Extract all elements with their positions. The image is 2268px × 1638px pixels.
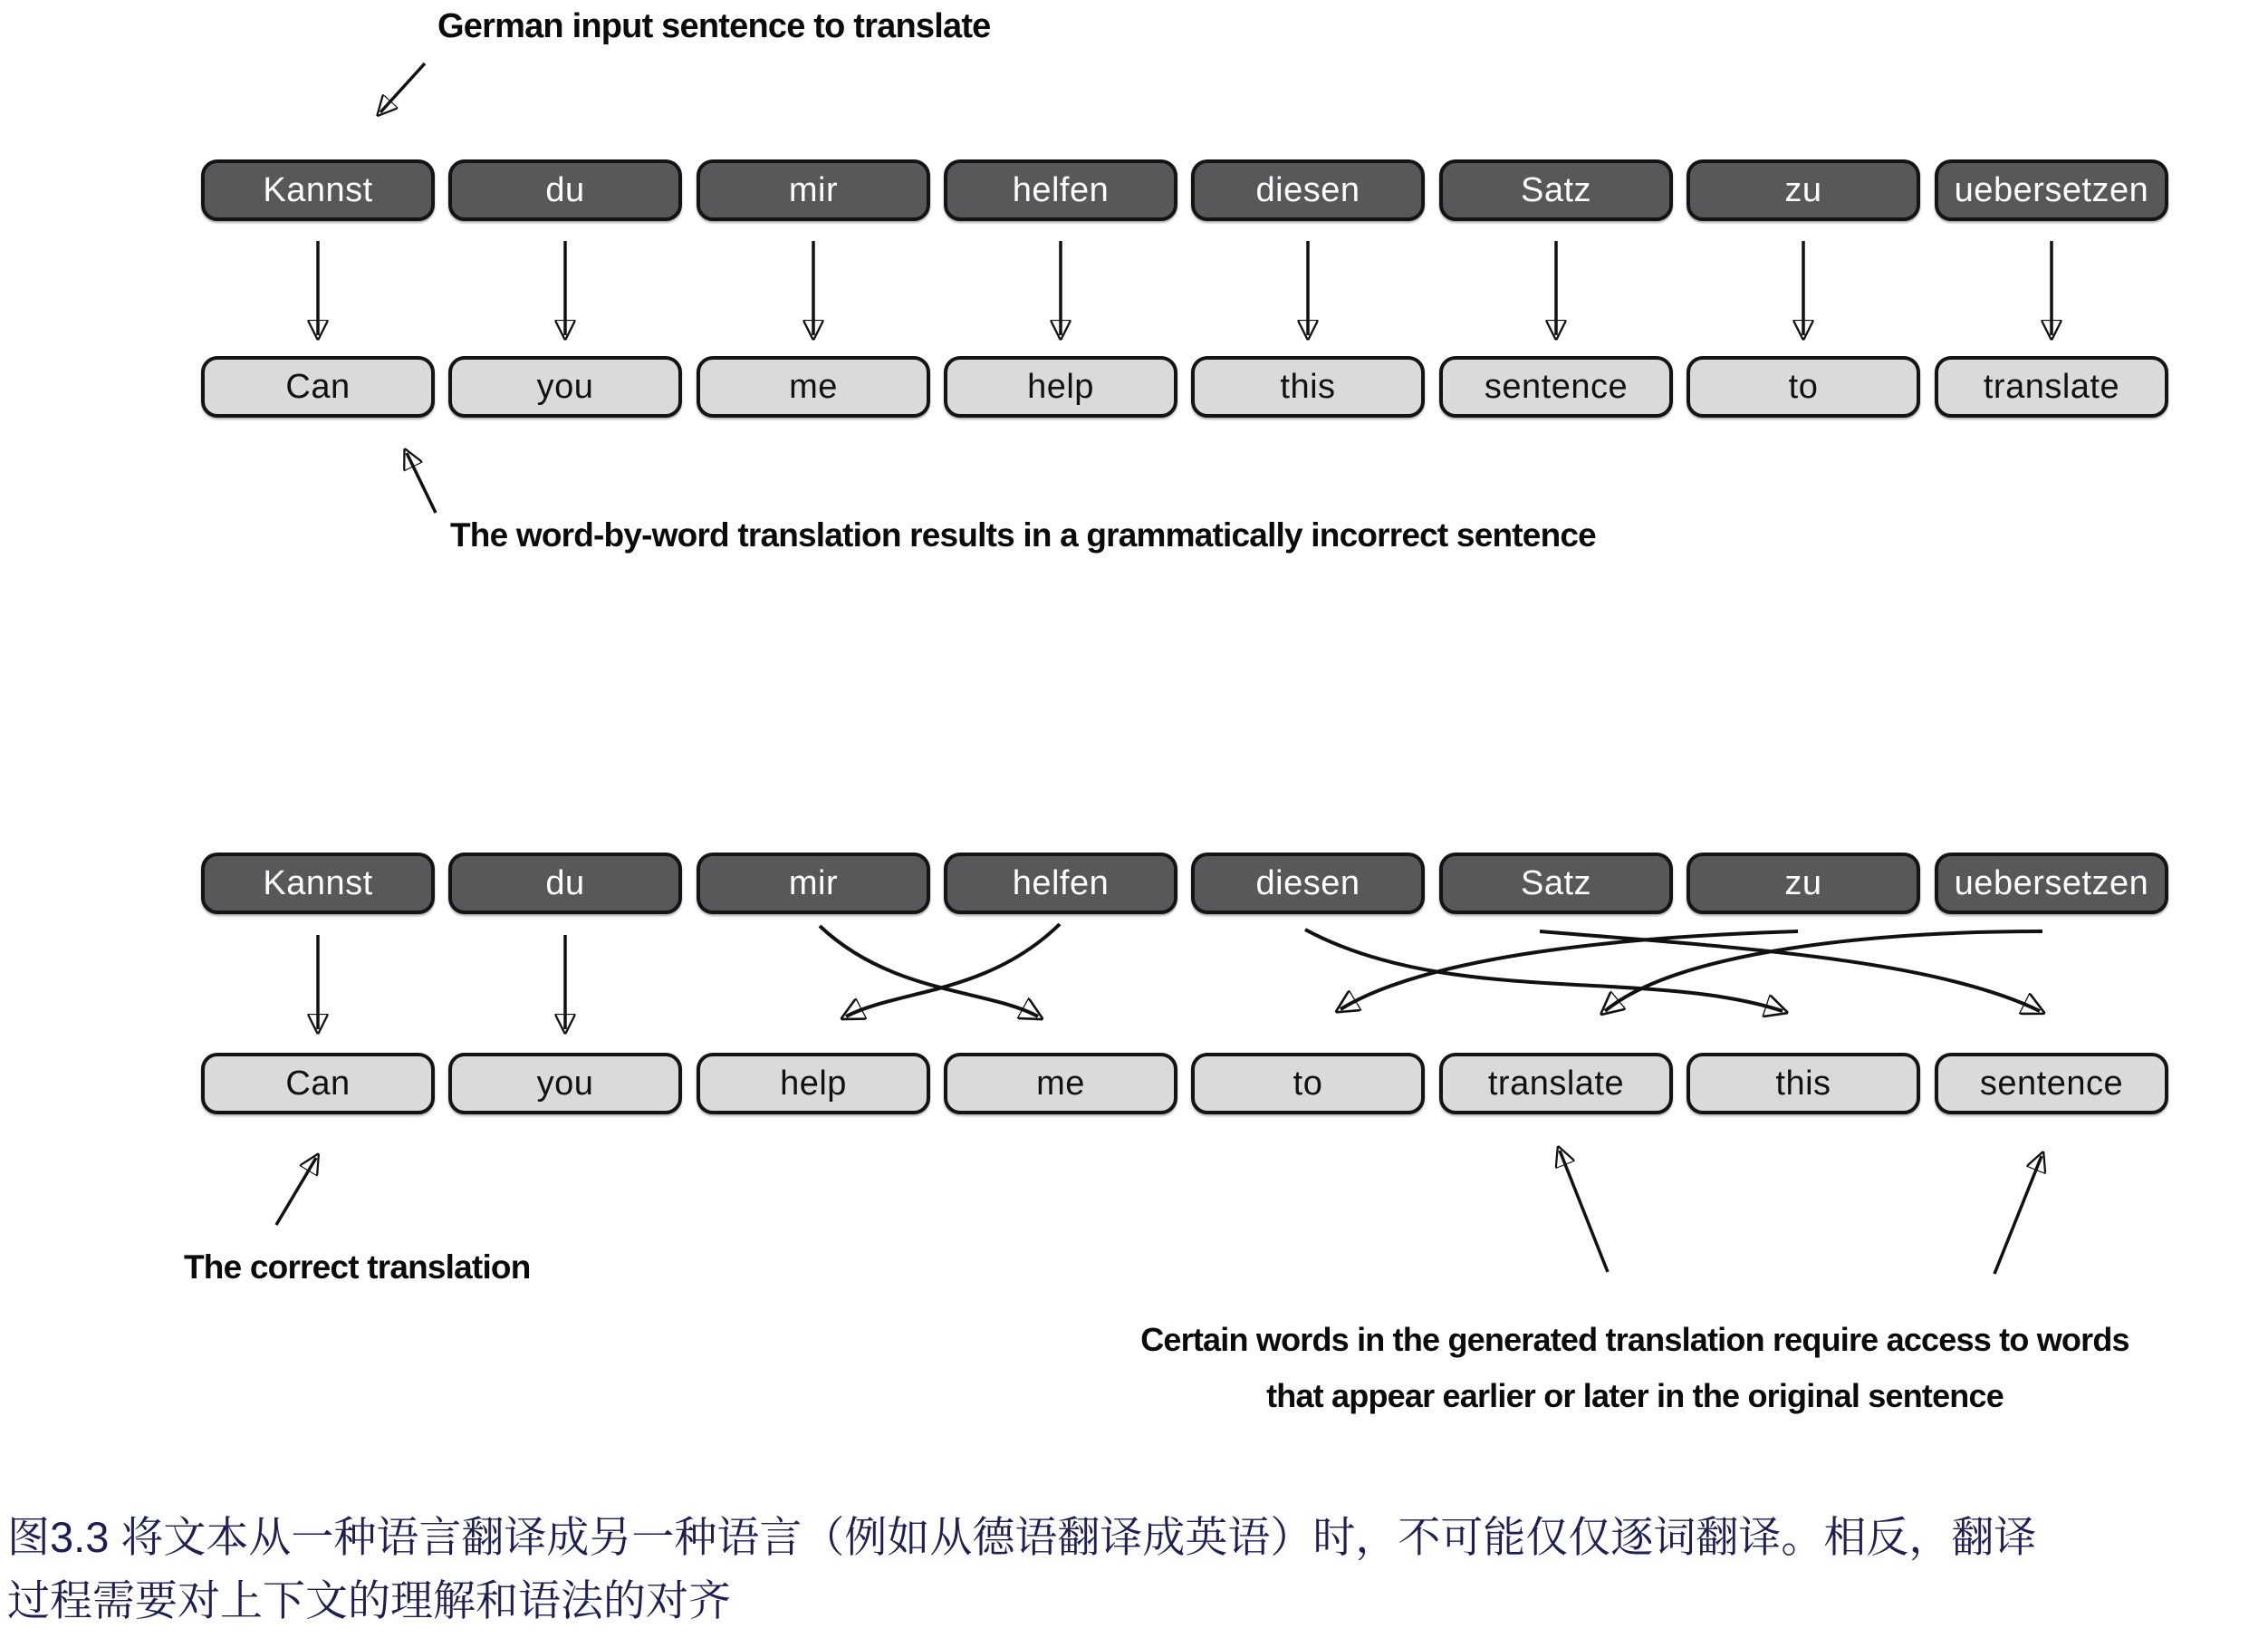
german-word-box: Kannst <box>201 853 435 914</box>
german-word-box: zu <box>1687 159 1920 221</box>
correct-translation-label: The correct translation <box>184 1248 531 1286</box>
english-word-box: this <box>1191 356 1425 418</box>
german-word-box: diesen <box>1191 853 1425 914</box>
german-word-box: du <box>448 853 682 914</box>
german-word-box: helfen <box>944 853 1177 914</box>
german-word-box: Satz <box>1439 159 1673 221</box>
english-word-box: Can <box>201 1053 435 1114</box>
german-word-box: Kannst <box>201 159 435 221</box>
arc-satz-sentence <box>1540 931 2040 1011</box>
german-word-box: uebersetzen <box>1935 159 2168 221</box>
german-word-box: zu <box>1687 853 1920 914</box>
attention-callout-arrow-translate <box>1560 1151 1608 1272</box>
german-word-box: mir <box>697 853 930 914</box>
german-word-box: du <box>448 159 682 221</box>
english-word-box: to <box>1191 1053 1425 1114</box>
english-word-box: sentence <box>1439 356 1673 418</box>
german-word-box: mir <box>697 159 930 221</box>
arc-mir-me <box>820 926 1038 1017</box>
german-word-box: uebersetzen <box>1935 853 2168 914</box>
english-word-box: Can <box>201 356 435 418</box>
english-word-box: this <box>1687 1053 1920 1114</box>
english-word-box: translate <box>1935 356 2168 418</box>
english-word-box: to <box>1687 356 1920 418</box>
word-by-word-label: The word-by-word translation results in a grammatically incorrect sentence <box>450 516 1596 554</box>
figure-caption <box>7 1506 2264 1633</box>
english-word-box: help <box>944 356 1177 418</box>
figure-caption-line1: 图3.3 将文本从一种语言翻译成另一种语言（例如从德语翻译成英语）时，不可能仅仅逐词翻译。相反，翻译 <box>7 1513 2037 1561</box>
english-word-box: me <box>697 356 930 418</box>
english-word-box: you <box>448 1053 682 1114</box>
german-input-callout-arrow <box>380 63 425 112</box>
english-word-box: you <box>448 356 682 418</box>
english-word-box: sentence <box>1935 1053 2168 1114</box>
english-word-box: translate <box>1439 1053 1673 1114</box>
arc-diesen-this <box>1305 930 1783 1011</box>
arc-uebersetzen-translate <box>1605 931 2042 1011</box>
attention-note-line1: Certain words in the generated translation require access to words <box>1140 1321 2129 1358</box>
attention-note <box>996 1312 2268 1424</box>
attention-callout-arrow-sentence <box>1994 1156 2042 1274</box>
word-by-word-callout-arrow <box>407 453 436 513</box>
arc-zu-to <box>1341 931 1798 1009</box>
figure-caption-line2: 过程需要对上下文的理解和语法的对齐 <box>7 1576 731 1624</box>
attention-note-line2: that appear earlier or later in the original sentence <box>1266 1377 2004 1414</box>
german-word-box: diesen <box>1191 159 1425 221</box>
correct-translation-callout-arrow <box>276 1158 316 1225</box>
german-word-box: helfen <box>944 159 1177 221</box>
german-input-label: German input sentence to translate <box>437 7 991 45</box>
english-word-box: help <box>697 1053 930 1114</box>
arc-helfen-help <box>846 924 1060 1017</box>
german-word-box: Satz <box>1439 853 1673 914</box>
english-word-box: me <box>944 1053 1177 1114</box>
